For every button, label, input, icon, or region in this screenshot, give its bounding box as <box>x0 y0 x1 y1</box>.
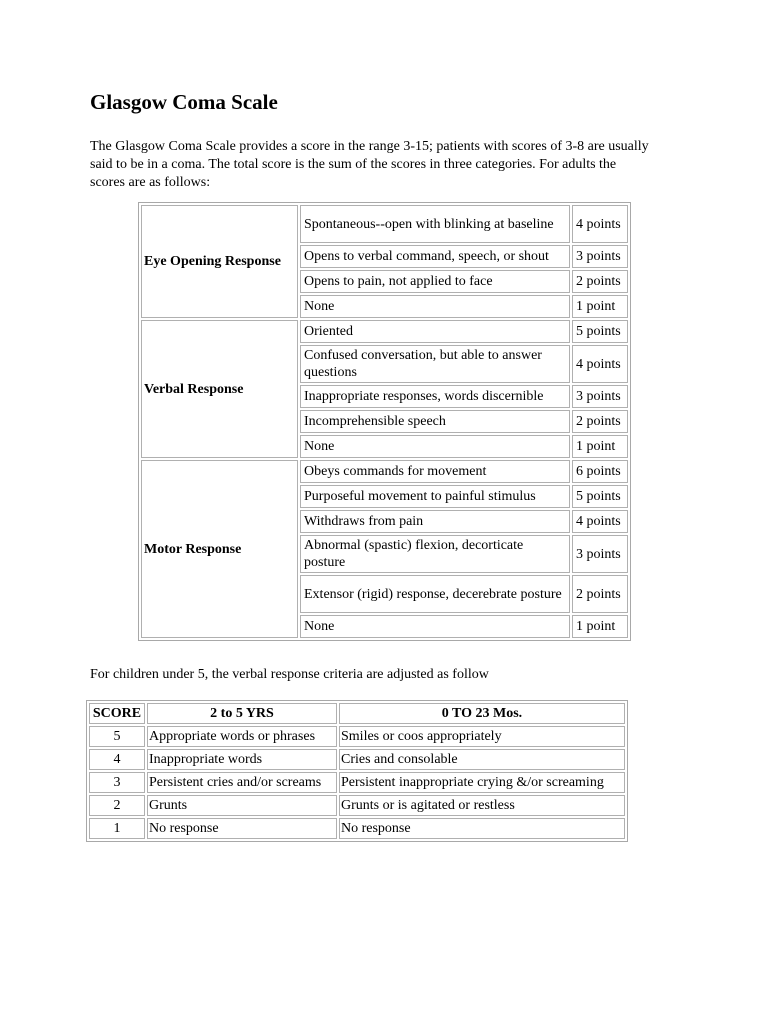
older-criterion-cell: Grunts <box>147 795 337 816</box>
gcs-table <box>138 202 631 641</box>
younger-criterion-cell: Persistent inappropriate crying &/or screaming <box>339 772 625 793</box>
table-row <box>89 818 625 839</box>
younger-criterion-cell: Smiles or coos appropriately <box>339 726 625 747</box>
criterion-cell: Obeys commands for movement <box>300 460 570 483</box>
criterion-cell: None <box>300 295 570 318</box>
points-cell: 4 points <box>572 205 628 243</box>
table-row <box>141 320 628 343</box>
points-cell: 1 point <box>572 435 628 458</box>
table-header-row <box>89 703 625 724</box>
document-page <box>90 88 650 836</box>
older-criterion-cell: Appropriate words or phrases <box>147 726 337 747</box>
table-row <box>89 749 625 770</box>
criterion-cell: Oriented <box>300 320 570 343</box>
table-row <box>141 205 628 243</box>
column-header-score: SCORE <box>89 703 145 724</box>
younger-criterion-cell: Grunts or is agitated or restless <box>339 795 625 816</box>
score-cell: 4 <box>89 749 145 770</box>
column-header-2-to-5-yrs: 2 to 5 YRS <box>147 703 337 724</box>
criterion-cell: Abnormal (spastic) flexion, decorticate posture <box>300 535 570 573</box>
score-cell: 5 <box>89 726 145 747</box>
points-cell: 1 point <box>572 295 628 318</box>
table-row <box>89 726 625 747</box>
criterion-cell: Incomprehensible speech <box>300 410 570 433</box>
pediatric-verbal-table <box>86 700 628 842</box>
category-motor: Motor Response <box>141 460 298 638</box>
younger-criterion-cell: No response <box>339 818 625 839</box>
score-cell: 2 <box>89 795 145 816</box>
criterion-cell: None <box>300 435 570 458</box>
points-cell: 3 points <box>572 385 628 408</box>
younger-criterion-cell: Cries and consolable <box>339 749 625 770</box>
criterion-cell: Purposeful movement to painful stimulus <box>300 485 570 508</box>
score-cell: 1 <box>89 818 145 839</box>
points-cell: 5 points <box>572 320 628 343</box>
criterion-cell: None <box>300 615 570 638</box>
criterion-cell: Confused conversation, but able to answer questions <box>300 345 570 383</box>
points-cell: 3 points <box>572 245 628 268</box>
category-verbal: Verbal Response <box>141 320 298 458</box>
points-cell: 2 points <box>572 575 628 613</box>
score-cell: 3 <box>89 772 145 793</box>
criterion-cell: Opens to verbal command, speech, or shout <box>300 245 570 268</box>
children-note: For children under 5, the verbal response criteria are adjusted as follow <box>90 667 489 682</box>
criterion-cell: Withdraws from pain <box>300 510 570 533</box>
criterion-cell: Opens to pain, not applied to face <box>300 270 570 293</box>
page-title: Glasgow Coma Scale <box>90 90 278 114</box>
table-row <box>89 772 625 793</box>
points-cell: 1 point <box>572 615 628 638</box>
older-criterion-cell: No response <box>147 818 337 839</box>
points-cell: 2 points <box>572 270 628 293</box>
points-cell: 4 points <box>572 510 628 533</box>
points-cell: 4 points <box>572 345 628 383</box>
points-cell: 3 points <box>572 535 628 573</box>
criterion-cell: Spontaneous--open with blinking at baseline <box>300 205 570 243</box>
points-cell: 6 points <box>572 460 628 483</box>
criterion-cell: Extensor (rigid) response, decerebrate posture <box>300 575 570 613</box>
intro-paragraph: The Glasgow Coma Scale provides a score in the range 3-15; patients with scores of 3-8 are usually said to be in a coma. The total score is the sum of the scores in three categories. For adults the scores are as follows: <box>90 139 649 190</box>
criterion-cell: Inappropriate responses, words discernible <box>300 385 570 408</box>
category-eye-opening: Eye Opening Response <box>141 205 298 318</box>
column-header-0-to-23-mos: 0 TO 23 Mos. <box>339 703 625 724</box>
table-row <box>89 795 625 816</box>
points-cell: 2 points <box>572 410 628 433</box>
points-cell: 5 points <box>572 485 628 508</box>
older-criterion-cell: Inappropriate words <box>147 749 337 770</box>
table-row <box>141 460 628 483</box>
older-criterion-cell: Persistent cries and/or screams <box>147 772 337 793</box>
